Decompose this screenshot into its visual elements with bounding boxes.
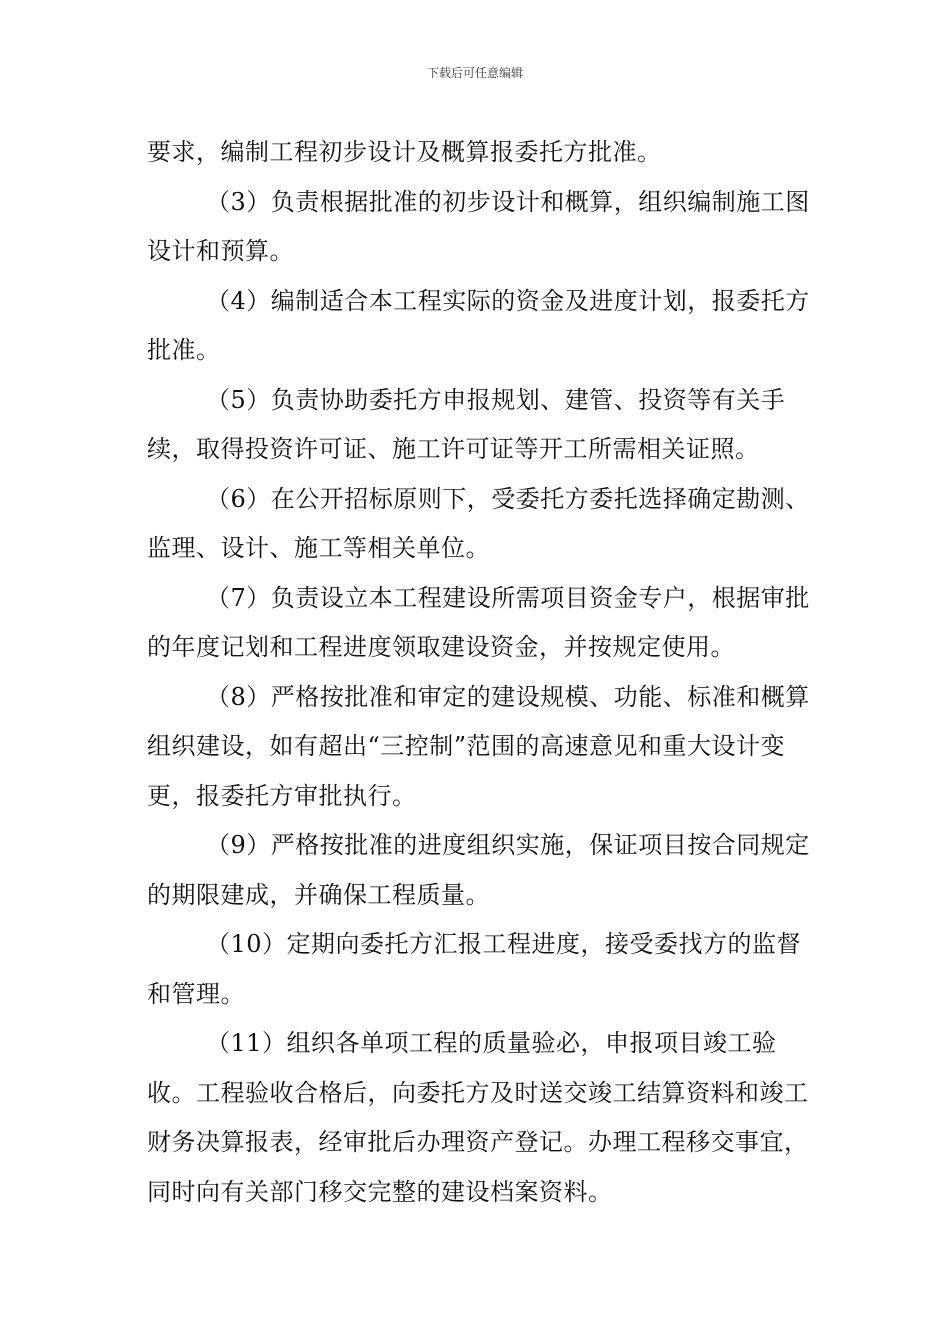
paragraph-item-6: （6）在公开招标原则下，受委托方委托选择确定勘测、监理、设计、施工等相关单位。 [147,484,810,562]
paragraph-item-4: （4）编制适合本工程实际的资金及进度计划，报委托方批准。 [147,286,810,364]
paragraph-item-8: （8）严格按批准和审定的建设规模、功能、标准和概算组织建设，如有超出“三控制”范围的高速意见和重大设计变更，报委托方审批执行。 [147,682,810,810]
paragraph-item-9: （9）严格按批准的进度组织实施，保证项目按合同规定的期限建成，并确保工程质量。 [147,831,810,909]
paragraph-item-7: （7）负责设立本工程建设所需项目资金专户，根据审批的年度记划和工程进度领取建设资金，并按规定使用。 [147,583,810,661]
paragraph-continuation: 要求，编制工程初步设计及概算报委托方批准。 [147,138,662,166]
page-header: 下载后可任意编辑 [426,66,523,80]
paragraph-item-3: （3）负责根据批准的初步设计和概算，组织编制施工图设计和预算。 [147,187,810,265]
paragraph-item-10: （10）定期向委托方汇报工程进度，接受委找方的监督和管理。 [147,930,802,1008]
paragraph-item-11: （11）组织各单项工程的质量验必，申报项目竣工验收。工程验收合格后，向委托方及时送交竣工结算资料和竣工财务决算报表，经审批后办理资产登记。办理工程移交事宜，同时向有关部门移交完整的建设档案资料。 [147,1029,809,1206]
paragraph-item-5: （5）负责协助委托方申报规划、建管、投资等有关手续，取得投资许可证、施工许可证等开工所需相关证照。 [147,385,786,463]
document-body [147,128,817,1217]
